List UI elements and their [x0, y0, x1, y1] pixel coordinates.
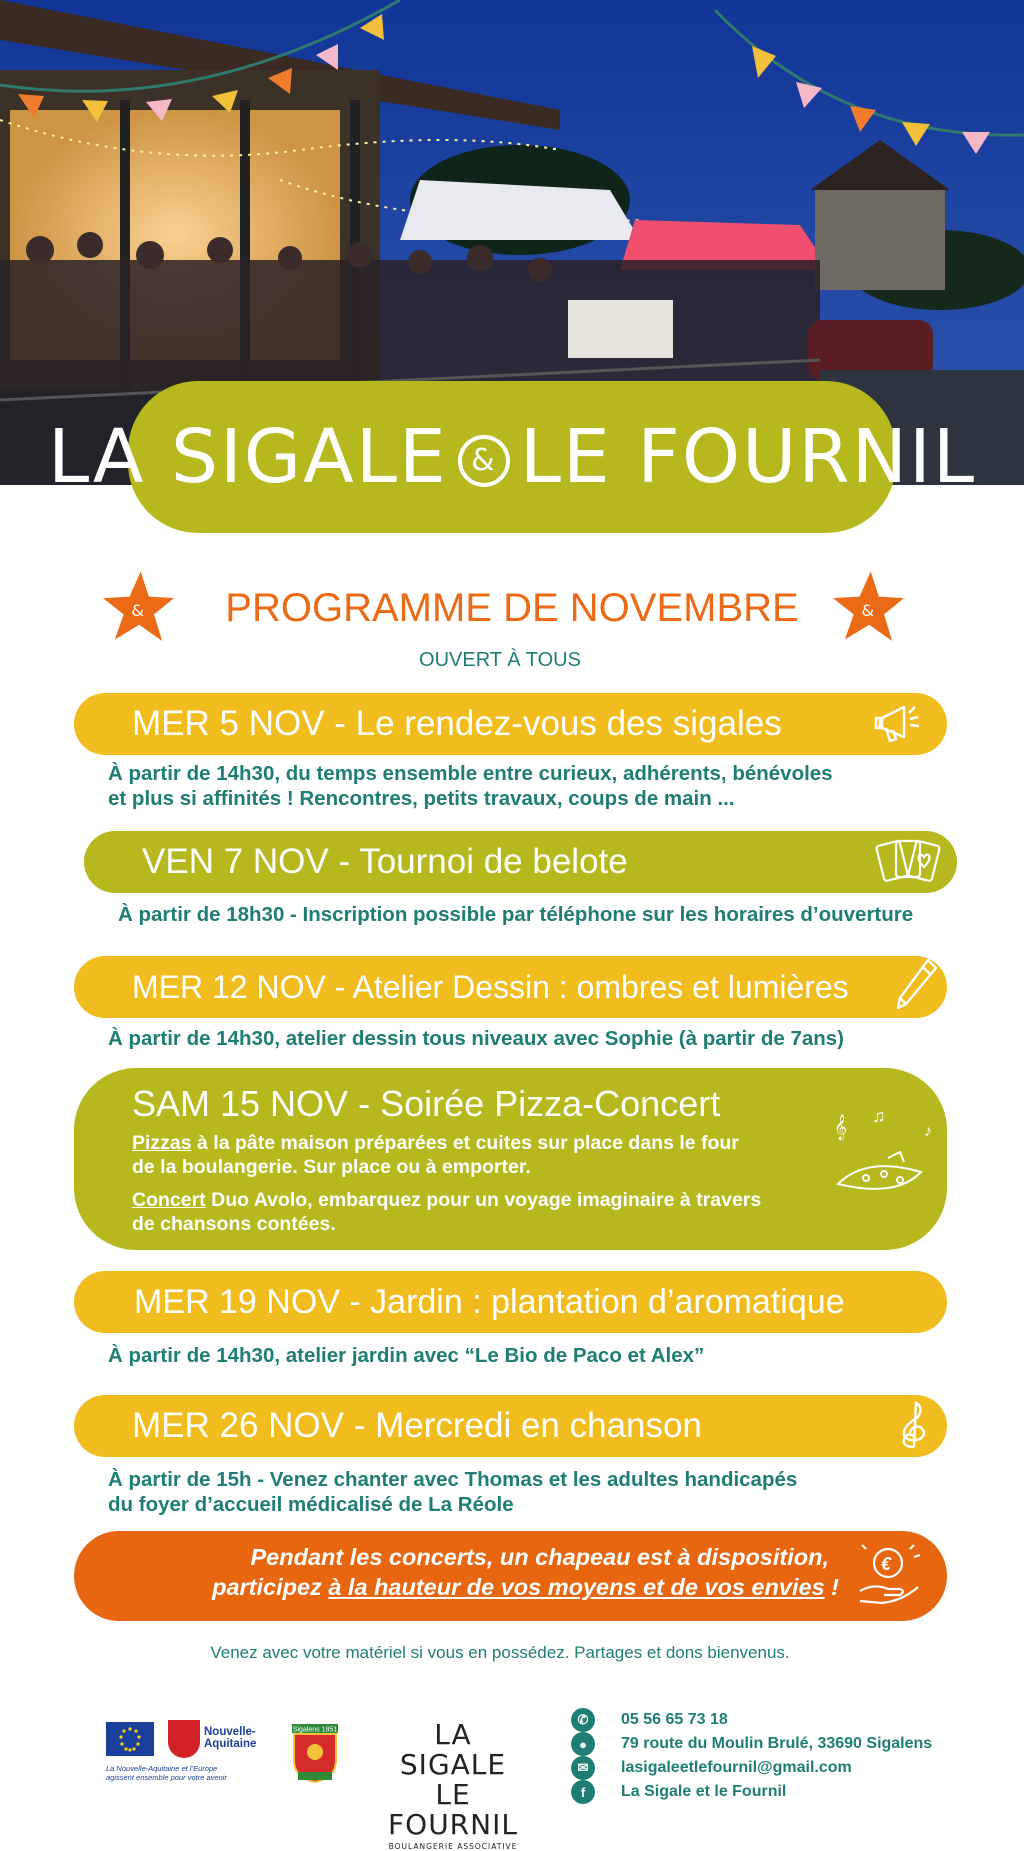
- event-banner: [74, 1395, 947, 1457]
- pizza-description: Pizzas à la pâte maison préparées et cuites sur place dans le four: [132, 1132, 739, 1154]
- facebook-icon: f: [571, 1780, 595, 1804]
- event-title: MER 5 NOV - Le rendez-vous des sigales: [132, 704, 782, 743]
- region-crest-icon: [168, 1720, 200, 1758]
- email-icon: ✉: [571, 1756, 595, 1780]
- programme-title: PROGRAMME DE NOVEMBRE: [225, 586, 799, 630]
- event-title: MER 26 NOV - Mercredi en chanson: [132, 1406, 702, 1445]
- svg-text:𝄞: 𝄞: [834, 1114, 848, 1139]
- brand-banner: [47, 381, 977, 533]
- svg-text:Sigalens 1851: Sigalens 1851: [292, 1726, 338, 1734]
- event-description: du foyer d’accueil médicalisé de La Réole: [108, 1493, 514, 1516]
- event-description: À partir de 18h30 - Inscription possible par téléphone sur les horaires d’ouverture: [118, 903, 914, 926]
- svg-text:&: &: [131, 600, 145, 620]
- eu-flag-logo: [106, 1722, 154, 1756]
- contact-email[interactable]: ✉ lasigaleetlefournil@gmail.com: [571, 1756, 595, 1780]
- playing-cards-icon: [874, 835, 944, 889]
- event-pizza-concert: [74, 1068, 947, 1250]
- svg-text:&: &: [861, 600, 875, 620]
- concert-description: Concert Duo Avolo, embarquez pour un voyage imaginaire à travers: [132, 1189, 762, 1211]
- sigalens-crest-logo: [290, 1722, 340, 1784]
- pizza-music-icon: [826, 1106, 941, 1196]
- event-description: À partir de 14h30, atelier dessin tous niveaux avec Sophie (à partir de 7ans): [108, 1027, 844, 1050]
- event-title: SAM 15 NOV - Soirée Pizza-Concert: [132, 1083, 721, 1124]
- region-tagline: La Nouvelle-Aquitaine et l’Europe agissent ensemble pour votre avenir: [106, 1764, 227, 1782]
- contact-phone[interactable]: ✆ 05 56 65 73 18: [571, 1708, 595, 1732]
- region-name: Nouvelle- Aquitaine: [204, 1726, 257, 1750]
- event-banner: [74, 956, 947, 1018]
- event-description: À partir de 14h30, atelier jardin avec “Le Bio de Paco et Alex”: [108, 1344, 705, 1367]
- location-pin-icon: ●: [571, 1732, 595, 1756]
- event-description: À partir de 14h30, du temps ensemble entre curieux, adhérents, bénévoles: [108, 762, 833, 785]
- megaphone-icon: [874, 699, 930, 749]
- event-banner: [84, 831, 957, 893]
- programme-subtitle: OUVERT À TOUS: [419, 649, 581, 671]
- contact-address[interactable]: ● 79 route du Moulin Brulé, 33690 Sigalens: [571, 1732, 595, 1756]
- event-title: VEN 7 NOV - Tournoi de belote: [142, 842, 628, 881]
- pencil-icon: [892, 956, 940, 1016]
- event-banner: [74, 1271, 947, 1333]
- event-description: et plus si affinités ! Rencontres, petits travaux, coups de main ...: [108, 787, 735, 810]
- donation-line-2: participez à la hauteur de vos moyens et de vos envies !: [212, 1574, 839, 1600]
- event-title: MER 12 NOV - Atelier Dessin : ombres et lumières: [132, 969, 849, 1005]
- contact-facebook[interactable]: f La Sigale et le Fournil: [571, 1780, 595, 1804]
- svg-text:♪: ♪: [924, 1123, 932, 1140]
- brand-title: LA SIGALE & LE FOURNIL: [47, 414, 977, 500]
- event-title: MER 19 NOV - Jardin : plantation d’aromatique: [134, 1283, 845, 1321]
- event-description: À partir de 15h - Venez chanter avec Thomas et les adultes handicapés: [108, 1468, 798, 1491]
- phone-icon: ✆: [571, 1708, 595, 1732]
- ampersand-badge: &: [458, 435, 510, 487]
- pizza-description: de la boulangerie. Sur place ou à emporter.: [132, 1156, 531, 1178]
- euro-coin-hand-icon: [854, 1539, 928, 1611]
- svg-text:♫: ♫: [872, 1106, 886, 1126]
- treble-clef-icon: [894, 1397, 934, 1453]
- svg-text:€: €: [881, 1554, 892, 1574]
- donation-line-1: Pendant les concerts, un chapeau est à disposition,: [250, 1544, 829, 1570]
- sigale-fournil-logo: LA SIGALE LE FOURNIL BOULANGERIE ASSOCIATIVE: [388, 1718, 518, 1851]
- donation-banner: [74, 1531, 947, 1621]
- footer-note: Venez avec votre matériel si vous en possédez. Partages et dons bienvenus.: [210, 1643, 790, 1662]
- concert-description: de chansons contées.: [132, 1213, 336, 1235]
- event-banner: [74, 693, 947, 755]
